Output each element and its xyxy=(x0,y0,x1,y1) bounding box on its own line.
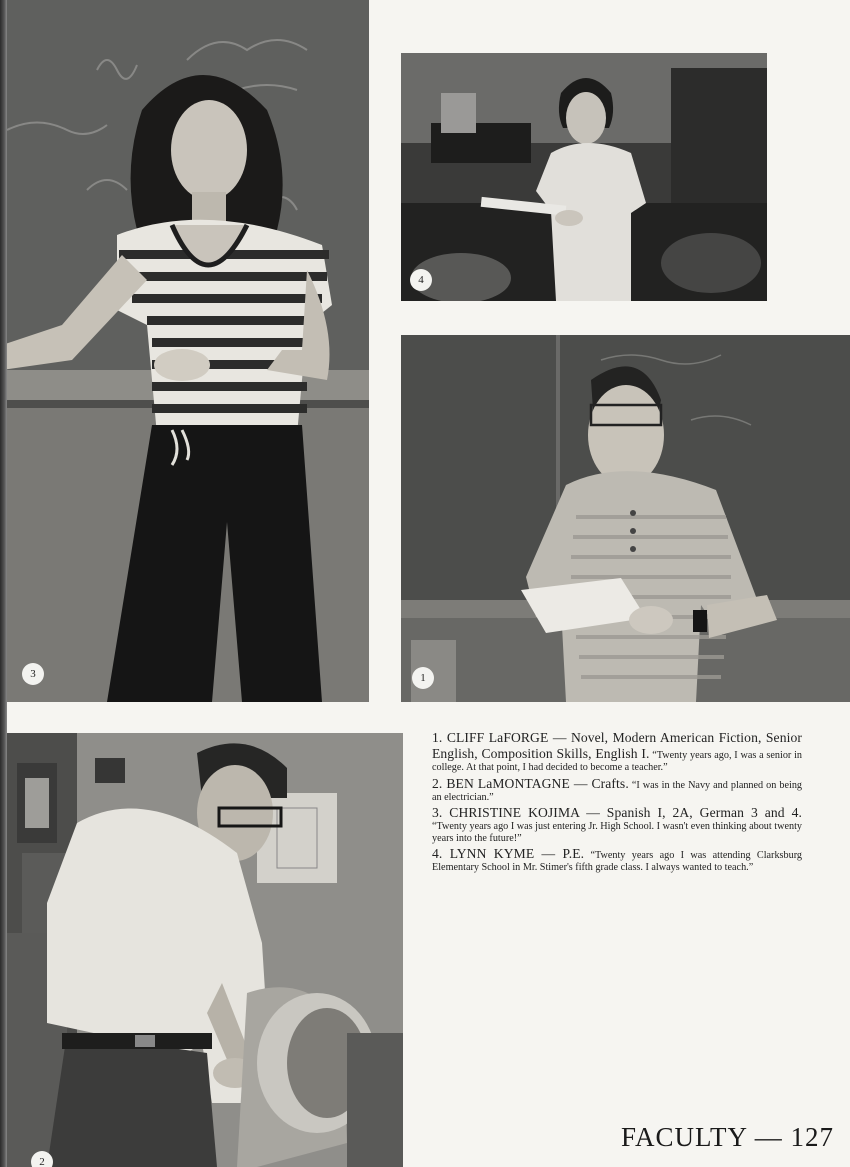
photo-cliff-laforge xyxy=(401,335,850,702)
caption-2 xyxy=(432,776,802,804)
page-footer-section-number: FACULTY — 127 xyxy=(620,1122,834,1152)
caption-2-quote: “I was in the Navy and planned on being an electrician.” xyxy=(432,779,803,803)
photo-captions xyxy=(432,730,802,876)
photo-number-badge: 4 xyxy=(410,269,432,291)
caption-4-quote: “Twenty years ago I was attending Clarksburg Elementary School in Mr. Stimer's fifth grade class. I always wanted to teach.” xyxy=(432,850,802,874)
photo-number-badge: 1 xyxy=(412,667,434,689)
page-binding-shadow xyxy=(0,0,7,1167)
photo-lynn-kyme xyxy=(401,53,767,301)
photo-ben-lamontagne xyxy=(7,733,403,1167)
caption-1-head: 1. CLIFF LaFORGE — Novel, Modern American Fiction, Senior English, Composition Skills, English I. xyxy=(432,730,802,761)
photo-number-badge: 2 xyxy=(31,1151,53,1167)
caption-4-head: 4. LYNN KYME — P.E. xyxy=(432,846,585,862)
caption-4 xyxy=(432,846,802,874)
caption-3 xyxy=(432,805,802,844)
caption-3-quote: “Twenty years ago I was just entering Jr. High School. I wasn't even thinking about twenty years into the future!” xyxy=(432,821,802,844)
caption-1-quote: “Twenty years ago, I was a senior in college. At that point, I had decided to become a teacher.” xyxy=(432,750,803,773)
caption-1 xyxy=(432,730,802,774)
photo-number-badge: 3 xyxy=(22,663,44,685)
caption-2-head: 2. BEN LaMONTAGNE — Crafts. xyxy=(432,775,629,791)
caption-3-head: 3. CHRISTINE KOJIMA — Spanish I, 2A, German 3 and 4. xyxy=(432,805,802,821)
photo-christine-kojima xyxy=(7,0,369,702)
